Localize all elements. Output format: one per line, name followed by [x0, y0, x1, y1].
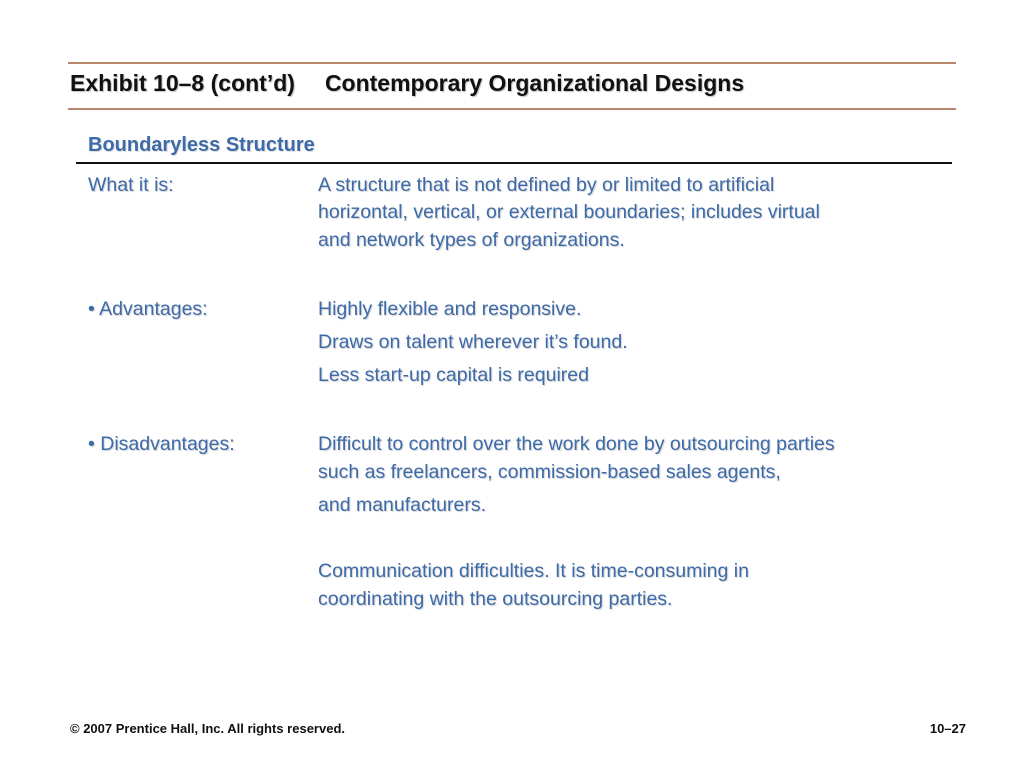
- exhibit-label: Exhibit 10–8 (cont’d): [70, 70, 295, 96]
- copyright-notice: © 2007 Prentice Hall, Inc. All rights reserved.: [70, 721, 345, 736]
- disadvantage-line: such as freelancers, commission-based sales agents,: [318, 461, 781, 483]
- what-it-is-label: What it is:: [88, 174, 174, 196]
- disadvantages-label: • Disadvantages:: [88, 433, 235, 455]
- disadvantage-line: Difficult to control over the work done by outsourcing parties: [318, 433, 835, 455]
- what-it-is-line: horizontal, vertical, or external boundaries; includes virtual: [318, 201, 820, 223]
- section-divider: [76, 162, 952, 164]
- advantages-label: • Advantages:: [88, 298, 208, 320]
- advantage-item: Draws on talent wherever it’s found.: [318, 331, 628, 353]
- advantage-item: Less start-up capital is required: [318, 364, 589, 386]
- section-heading: Boundaryless Structure: [88, 134, 315, 156]
- slide-subtitle: Contemporary Organizational Designs: [324, 70, 745, 96]
- what-it-is-line: A structure that is not defined by or limited to artificial: [318, 174, 775, 196]
- disadvantage-line: and manufacturers.: [318, 494, 487, 516]
- header-top-rule: [68, 62, 956, 64]
- advantage-item: Highly flexible and responsive.: [318, 298, 582, 320]
- slide-title: [70, 70, 744, 97]
- disadvantage-line: coordinating with the outsourcing parties.: [318, 588, 673, 610]
- page-number: 10–27: [929, 721, 966, 736]
- what-it-is-line: and network types of organizations.: [318, 229, 625, 251]
- disadvantage-line: Communication difficulties. It is time-consuming in: [318, 560, 749, 582]
- header-bottom-rule: [68, 108, 956, 110]
